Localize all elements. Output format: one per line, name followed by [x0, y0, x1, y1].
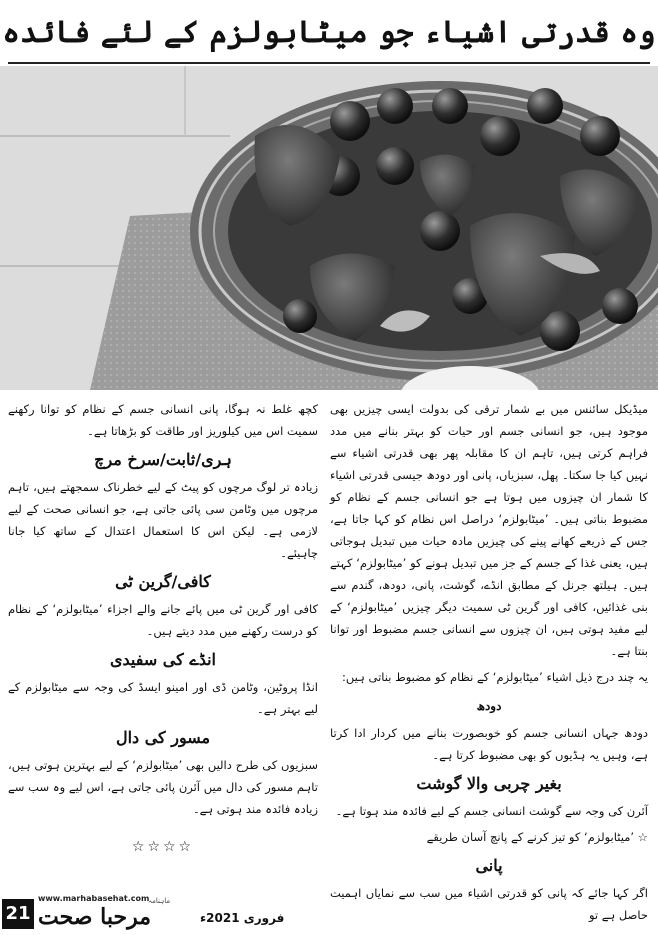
- chili-heading: ہری/ثابت/سرخ مرچ: [94, 450, 232, 469]
- water-heading: پانی: [475, 856, 503, 875]
- berries-basket-illustration: [0, 66, 658, 390]
- lentil-paragraph: سبزیوں کی طرح دالیں بھی ’میٹابولزم‘ کے لیے بہترین ہوتی ہیں، تاہم مسور کی دال میں آئرن پائی جاتی ہے، اس لیے وہ سب سے زیادہ فائدہ مند ہوتی ہے۔: [8, 758, 318, 816]
- milk-heading: دودھ: [476, 699, 502, 713]
- intro-paragraph: میڈیکل سائنس میں بے شمار ترقی کی بدولت ایسی چیزیں بھی موجود ہیں، جو انسانی جسم اور حیات کو بہتر بنانے میں مدد فراہم کرتی ہیں، تاہم ان کا مقابلہ پھر بھی قدرتی اشیاء سے نہیں کیا جا سکتا۔ پھل، سبزیاں، پانی اور دودھ جیسی قدرتی اشیاء کا شمار ان چیزوں میں ہوتا ہے جو انسانی جسم کے نظام کو مضبوط بناتی ہیں۔ ’میٹابولزم‘ دراصل اس نظام کو کہا جاتا ہے، جس کے ذریعے کھانے پینے کی چیزیں مادہ حیات میں تبدیل ہوجاتی ہیں، یعنی غذا کے جسم کے جز میں تبدیل ہونے کو ’میٹابولزم‘ کہتے ہیں۔ ہیلتھ جرنل کے مطابق انڈے، گوشت، پانی، دودھ، گندم سے بنی غذائیں، کافی اور گرین ٹی سمیت دیگر چیزیں ’میٹابولزم‘ کے لیے مفید ہوتی ہیں، ان چیزوں سے انسانی جسم مضبوط اور توانا بنتا ہے۔: [330, 402, 648, 658]
- lentil-heading: مسور کی دال: [115, 728, 211, 747]
- coffee-heading: کافی/گرین ٹی: [115, 572, 211, 591]
- meat-paragraph: آئرن کی وجہ سے گوشت انسانی جسم کے لیے فائدہ مند ہوتا ہے۔: [335, 804, 648, 818]
- chili-paragraph: زیادہ تر لوگ مرچوں کو پیٹ کے لیے خطرناک سمجھتے ہیں، تاہم مرچوں میں وٹامن سی پائی جاتی ہے، جو انسانی صحت کے لیے لازمی ہے۔ لیکن اس کا استعمال اعتدال کے ساتھ کیا جانا چاہیئے۔: [8, 480, 318, 560]
- page-footer: [0, 891, 320, 935]
- meat-heading: بغیر چربی والا گوشت: [416, 774, 562, 793]
- magazine-tagline: ماہنامہ: [148, 897, 171, 905]
- title-divider: [8, 62, 650, 64]
- egg-heading: انڈے کی سفیدی: [109, 650, 216, 669]
- berries-basket-photo: [0, 66, 658, 390]
- website-url[interactable]: www.marhabasehat.com: [38, 894, 150, 903]
- tips-line: ☆ ’میٹابولزم‘ کو تیز کرنے کے پانچ آسان طریقے: [426, 830, 648, 844]
- milk-paragraph: دودھ جہاں انسانی جسم کو خوبصورت بنانے میں کردار ادا کرتا ہے، وہیں یہ ہڈیوں کو بھی مضبوط کرتا ہے۔: [330, 726, 648, 762]
- coffee-paragraph: کافی اور گرین ٹی میں پائے جانے والے اجزاء ’میٹابولزم‘ کے نظام کو درست رکھنے میں مدد دیتے ہیں۔: [8, 602, 318, 638]
- list-intro: یہ چند درج ذیل اشیاء ’میٹابولزم‘ کے نظام کو مضبوط بناتی ہیں:: [342, 670, 648, 684]
- water-paragraph: اگر کہا جائے کہ پانی کو قدرتی اشیاء میں سب سے نمایاں اہمیت حاصل ہے تو: [330, 886, 648, 922]
- water-continued-paragraph: کچھ غلط نہ ہوگا، پانی انسانی جسم کے نظام کو توانا رکھنے سمیت اس میں کیلوریز اور طاقت کو بڑھاتا ہے۔: [8, 402, 318, 438]
- issue-date: فروری 2021ء: [200, 911, 285, 925]
- end-stars: ☆☆☆☆: [131, 839, 195, 855]
- right-column: [330, 398, 648, 930]
- egg-paragraph: انڈا پروٹین، وٹامن ڈی اور امینو ایسڈ کی وجہ سے میٹابولزم کے لیے بہتر ہے۔: [8, 680, 318, 716]
- page-number: 21: [2, 899, 34, 929]
- left-column: [8, 398, 318, 858]
- article-title: وہ قدرتی اشیاء جو میٹابولزم کے لئے فائدہ: [2, 15, 656, 50]
- magazine-logo: مرحبا صحت: [38, 904, 152, 930]
